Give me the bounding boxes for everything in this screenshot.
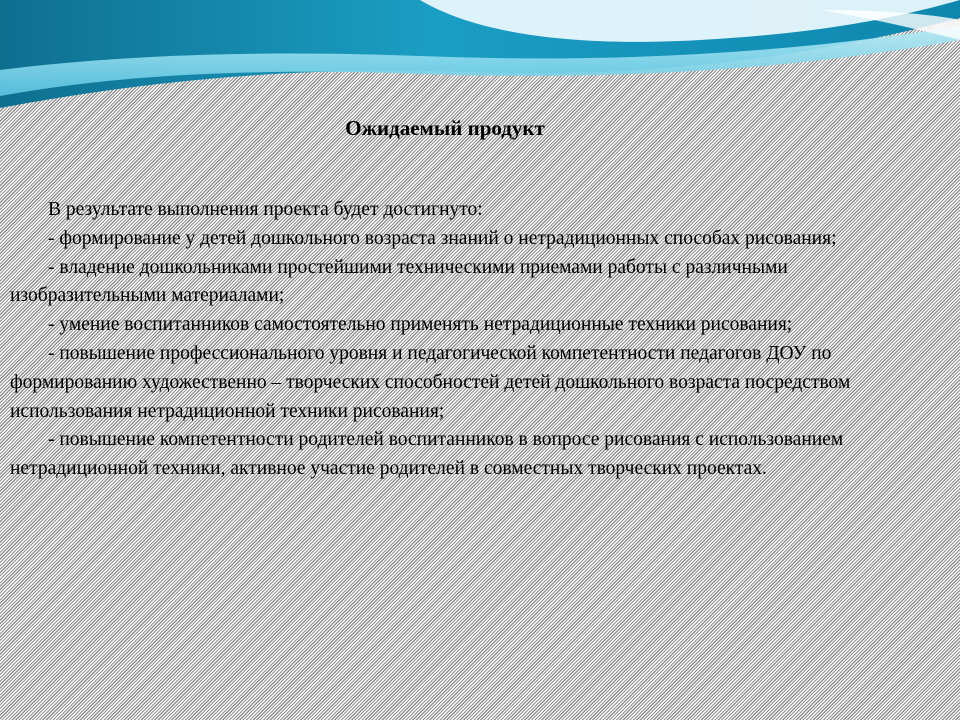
list-item: - повышение компетентности родителей воспитанников в вопросе рисования с использованием нетрадиционной техники, активное участие родителей в совместных творческих проектах. — [10, 429, 844, 480]
list-item: - повышение профессионального уровня и педагогической компетентности педагогов ДОУ по формированию художественно – творческих способностей детей дошкольного возраста посредством использования нетрадиционной техники рисования; — [10, 342, 851, 422]
slide-title: Ожидаемый продукт — [345, 116, 545, 140]
list-item: - владение дошкольниками простейшими техническими приемами работы с различными изобразительными материалами; — [10, 256, 788, 307]
list-item: - формирование у детей дошкольного возраста знаний о нетрадиционных способах рисования; — [48, 227, 837, 249]
slide-content — [10, 196, 890, 484]
wave-decoration — [0, 0, 960, 130]
intro-paragraph: В результате выполнения проекта будет достигнуто: — [48, 199, 483, 220]
list-item: - умение воспитанников самостоятельно применять нетрадиционные техники рисования; — [48, 314, 793, 336]
